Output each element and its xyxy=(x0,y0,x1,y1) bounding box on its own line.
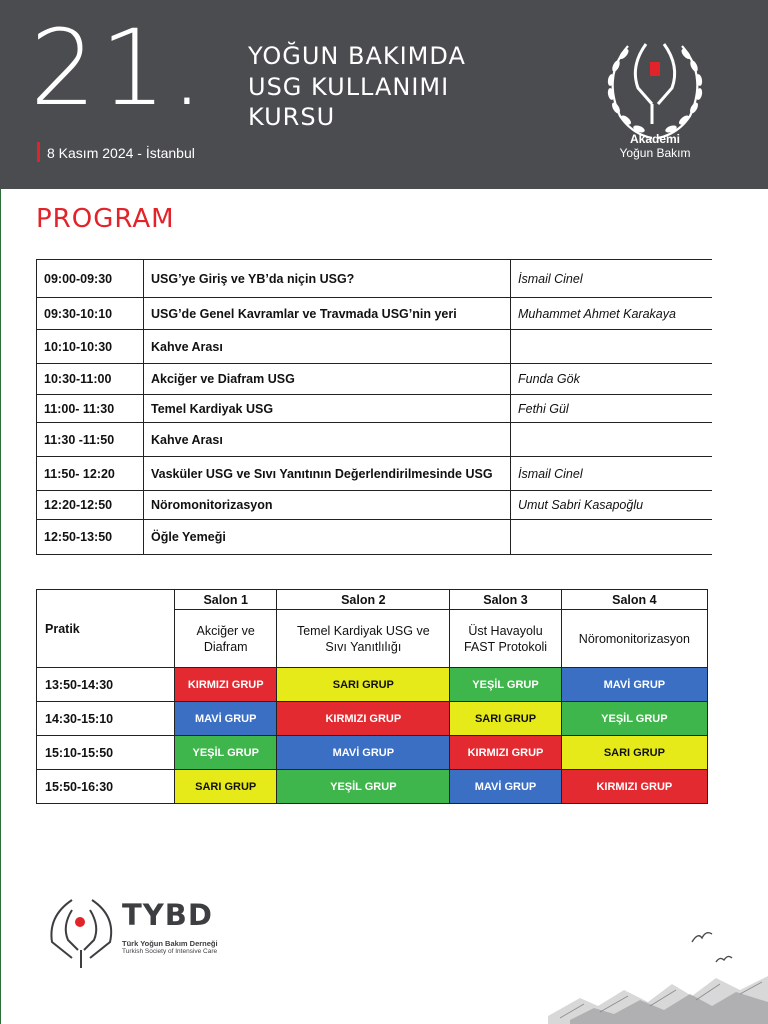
group-cell: YEŞİL GRUP xyxy=(277,770,450,804)
table-row xyxy=(37,520,713,555)
session-time: 09:00-09:30 xyxy=(37,260,144,298)
session-topic: Öğle Yemeği xyxy=(144,520,511,555)
slot-time: 15:10-15:50 xyxy=(37,736,175,770)
session-speaker: İsmail Cinel xyxy=(511,457,713,491)
date-accent-bar xyxy=(37,142,40,162)
table-row xyxy=(37,330,713,364)
salon-topic-line: FAST Protokoli xyxy=(463,639,548,654)
session-speaker xyxy=(511,520,713,555)
group-cell: MAVİ GRUP xyxy=(277,736,450,770)
salon-topic xyxy=(277,610,450,668)
slot-time: 13:50-14:30 xyxy=(37,668,175,702)
salon-topic xyxy=(450,610,562,668)
session-time: 11:30 -11:50 xyxy=(37,423,144,457)
session-topic: USG’ye Giriş ve YB’da niçin USG? xyxy=(144,260,511,298)
session-time: 12:50-13:50 xyxy=(37,520,144,555)
group-cell: MAVİ GRUP xyxy=(561,668,707,702)
group-cell: KIRMIZI GRUP xyxy=(277,702,450,736)
session-speaker: Fethi Gül xyxy=(511,395,713,423)
practice-label: Pratik xyxy=(37,590,175,668)
salon-header: Salon 3 xyxy=(450,590,562,610)
session-speaker: Umut Sabri Kasapoğlu xyxy=(511,491,713,520)
session-topic: Kahve Arası xyxy=(144,330,511,364)
group-cell: MAVİ GRUP xyxy=(450,770,562,804)
course-title-line-3: KURSU xyxy=(248,103,336,131)
salon-topic-line: Temel Kardiyak USG ve xyxy=(296,623,430,638)
session-topic: Akciğer ve Diafram USG xyxy=(144,364,511,395)
salon-header: Salon 4 xyxy=(561,590,707,610)
session-speaker: İsmail Cinel xyxy=(511,260,713,298)
session-topic: Temel Kardiyak USG xyxy=(144,395,511,423)
table-row xyxy=(37,590,708,610)
course-title-line-2: USG KULLANIMI xyxy=(248,73,450,101)
logo-label-akademi: Akademi xyxy=(629,132,681,146)
table-row xyxy=(37,668,708,702)
table-row xyxy=(37,491,713,520)
salon-topic-line: Sıvı Yanıtlılığı xyxy=(325,639,402,654)
group-cell: SARI GRUP xyxy=(277,668,450,702)
edition-number: 21. xyxy=(30,7,208,129)
salon-topic-line: Akciğer ve xyxy=(196,623,255,638)
salon-topic-line: Üst Havayolu xyxy=(468,623,543,638)
course-title-line-1: YOĞUN BAKIMDA xyxy=(248,42,466,70)
table-row xyxy=(37,260,713,298)
session-topic: Kahve Arası xyxy=(144,423,511,457)
group-cell: SARI GRUP xyxy=(175,770,277,804)
group-cell: YEŞİL GRUP xyxy=(175,736,277,770)
group-cell: KIRMIZI GRUP xyxy=(561,770,707,804)
salon-header: Salon 1 xyxy=(175,590,277,610)
practice-table xyxy=(36,589,708,804)
table-row xyxy=(37,457,713,491)
slot-time: 14:30-15:10 xyxy=(37,702,175,736)
table-row xyxy=(37,702,708,736)
group-cell: SARI GRUP xyxy=(561,736,707,770)
session-time: 11:00- 11:30 xyxy=(37,395,144,423)
session-speaker: Muhammet Ahmet Karakaya xyxy=(511,298,713,330)
group-cell: KIRMIZI GRUP xyxy=(175,668,277,702)
session-time: 12:20-12:50 xyxy=(37,491,144,520)
session-topic: Nöromonitorizasyon xyxy=(144,491,511,520)
session-time: 11:50- 12:20 xyxy=(37,457,144,491)
salon-topic-line: Nöromonitorizasyon xyxy=(578,631,690,646)
session-time: 09:30-10:10 xyxy=(37,298,144,330)
table-row xyxy=(37,364,713,395)
session-speaker xyxy=(511,423,713,457)
tybd-abbreviation: TYBD xyxy=(122,898,213,932)
session-time: 10:30-11:00 xyxy=(37,364,144,395)
session-speaker: Funda Gök xyxy=(511,364,713,395)
salon-topic xyxy=(561,610,707,668)
session-time: 10:10-10:30 xyxy=(37,330,144,364)
tybd-name-en: Turkish Society of Intensive Care xyxy=(122,948,218,955)
group-cell: YEŞİL GRUP xyxy=(450,668,562,702)
program-heading: PROGRAM xyxy=(36,204,175,234)
session-topic: Vasküler USG ve Sıvı Yanıtının Değerlendirilmesinde USG xyxy=(144,457,511,491)
tybd-name-tr: Türk Yoğun Bakım Derneği xyxy=(122,939,218,948)
table-row xyxy=(37,298,713,330)
logo-label-yogun-bakim: Yoğun Bakım xyxy=(619,146,691,160)
table-row xyxy=(37,423,713,457)
salon-header: Salon 2 xyxy=(277,590,450,610)
group-cell: KIRMIZI GRUP xyxy=(450,736,562,770)
group-cell: MAVİ GRUP xyxy=(175,702,277,736)
session-topic: USG’de Genel Kavramlar ve Travmada USG’nin yeri xyxy=(144,298,511,330)
group-cell: SARI GRUP xyxy=(450,702,562,736)
slot-time: 15:50-16:30 xyxy=(37,770,175,804)
salon-topic-line: Diafram xyxy=(203,639,248,654)
tybd-logo-icon xyxy=(42,896,120,970)
table-row xyxy=(37,736,708,770)
mountain-birds-decoration-icon xyxy=(540,920,768,1024)
session-speaker xyxy=(511,330,713,364)
salon-topic xyxy=(175,610,277,668)
schedule-table xyxy=(36,259,712,555)
table-row xyxy=(37,395,713,423)
group-cell: YEŞİL GRUP xyxy=(561,702,707,736)
course-date: 8 Kasım 2024 - İstanbul xyxy=(47,145,195,161)
table-row xyxy=(37,770,708,804)
